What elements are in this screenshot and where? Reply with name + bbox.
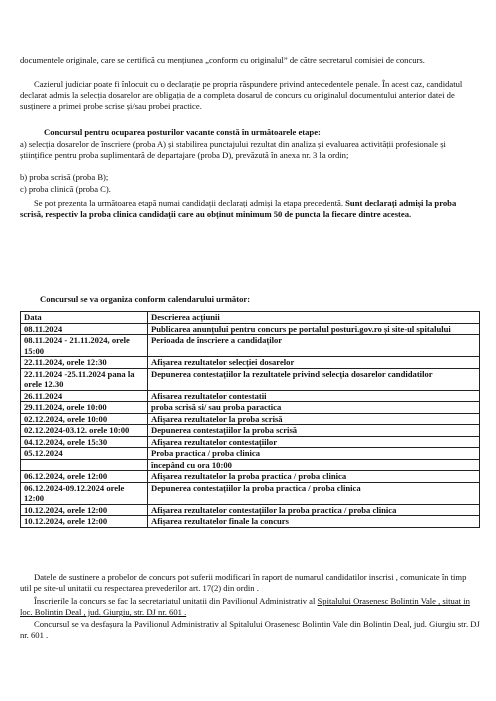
schedule-date-cell: 10.12.2024, orele 12:00 bbox=[21, 504, 148, 516]
registration-text: Înscrierile la concurs se fac la secretariatul unitatii din Pavilionul Administrativ al bbox=[34, 596, 318, 606]
schedule-date-cell: 22.11.2024, orele 12:30 bbox=[21, 357, 148, 369]
schedule-row bbox=[21, 357, 480, 369]
next-stage-text: Se pot prezenta la următoarea etapă numai candidații declarați admiși la etapa precedentă. bbox=[34, 198, 346, 208]
schedule-action-cell: Depunerea contestațiilor la proba practica / proba clinica bbox=[148, 482, 480, 504]
schedule-action-cell: Afișarea rezultatelor la proba practica / proba clinica bbox=[148, 471, 480, 483]
schedule-row bbox=[21, 471, 480, 483]
schedule-date-cell bbox=[21, 459, 148, 471]
stage-a: a) selecția dosarelor de înscriere (proba A) și stabilirea punctajului rezultat din analiza și evaluarea activității profesionale și științifice pentru proba suplimentară de departajare (proba D), prevăzută în anexa nr. 3 la ordin; bbox=[20, 139, 446, 160]
paragraph-registration bbox=[20, 596, 480, 618]
schedule-row bbox=[21, 436, 480, 448]
schedule-row bbox=[21, 425, 480, 437]
schedule-body bbox=[21, 323, 480, 527]
schedule-row bbox=[21, 368, 480, 390]
schedule-action-cell: Publicarea anunțului pentru concurs pe portalul posturi.gov.ro și site-ul spitalului bbox=[148, 323, 480, 335]
schedule-date-cell: 05.12.2024 bbox=[21, 448, 148, 460]
schedule-action-cell: Afișarea rezultatelor finale la concurs bbox=[148, 516, 480, 528]
schedule-row bbox=[21, 482, 480, 504]
schedule-action-cell: Afișarea rezultatelor selecției dosarelor bbox=[148, 357, 480, 369]
next-stage-bold-text: Sunt declarați admiși la proba scrisă, respectiv la proba clinica candidații care au obținut minimum 50 de puncta la fiecare dintre acestea. bbox=[20, 198, 457, 219]
schedule-date-cell: 22.11.2024 -25.11.2024 pana la orele 12.30 bbox=[21, 368, 148, 390]
schedule-action-cell: Depunerea contestațiilor la rezultatele privind selecția dosarelor candidatilor bbox=[148, 368, 480, 390]
stages-title: Concursul pentru ocuparea posturilor vacante constă în următoarele etape: bbox=[44, 127, 321, 137]
schedule-action-cell: Perioada de înscriere a candidaților bbox=[148, 335, 480, 357]
schedule-action-cell: proba scrisă si/ sau proba paractica bbox=[148, 402, 480, 414]
schedule-date-cell: 02.12.2024-03.12. orele 10:00 bbox=[21, 425, 148, 437]
schedule-row bbox=[21, 323, 480, 335]
calendar-title: Concursul se va organiza conform calendarului următor: bbox=[40, 294, 251, 304]
schedule-date-cell: 06.12.2024-09.12.2024 orele 12:00 bbox=[21, 482, 148, 504]
schedule-row bbox=[21, 504, 480, 516]
schedule-action-cell: Afisarea rezultatelor contestatii bbox=[148, 390, 480, 402]
paragraph-originals: documentele originale, care se certifică cu mențiunea „conform cu originalul” de către secretarul comisiei de concurs. bbox=[20, 55, 425, 65]
schedule-date-cell: 02.12.2024, orele 10:00 bbox=[21, 413, 148, 425]
schedule-action-cell: Afișarea rezultatelor contestațiilor la proba practica / proba clinica bbox=[148, 504, 480, 516]
schedule-row bbox=[21, 335, 480, 357]
schedule-row bbox=[21, 390, 480, 402]
schedule-row bbox=[21, 516, 480, 528]
schedule-date-cell: 26.11.2024 bbox=[21, 390, 148, 402]
stage-c: c) proba clinică (proba C). bbox=[20, 184, 111, 194]
schedule-table bbox=[20, 311, 480, 528]
schedule-row bbox=[21, 459, 480, 471]
paragraph-next-stage bbox=[20, 198, 480, 220]
schedule-row bbox=[21, 448, 480, 460]
schedule-date-cell: 06.12.2024, orele 12:00 bbox=[21, 471, 148, 483]
paragraph-location: Concursul se va desfașura la Pavilionul Administrativ al Spitalului Orasenesc Bolintin Vale din Bolintin Deal, jud. Giurgiu str. DJ nr. 601 . bbox=[20, 619, 480, 640]
registration-address: Spitalului Orasenesc Bolintin Vale , situat in loc. Bolintin Deal , jud. Giurgiu, str. DJ nr. 601 . bbox=[20, 596, 470, 617]
schedule-header-date: Data bbox=[21, 312, 148, 324]
schedule-action-cell: începând cu ora 10:00 bbox=[148, 459, 480, 471]
schedule-date-cell: 08.11.2024 bbox=[21, 323, 148, 335]
schedule-date-cell: 04.12.2024, orele 15:30 bbox=[21, 436, 148, 448]
schedule-action-cell: Proba practica / proba clinica bbox=[148, 448, 480, 460]
paragraph-criminal-record: Cazierul judiciar poate fi înlocuit cu o declarație pe propria răspundere privind antecedentele penale. În acest caz, candidatul declarat admis la selecția dosarelor are obligația de a completa dosarul de concurs cu originalul documentului anterior datei de susținere a primei probe scrise și/sau probei practice. bbox=[20, 79, 463, 111]
schedule-action-cell: Depunerea contestațiilor la proba scrisă bbox=[148, 425, 480, 437]
schedule-row bbox=[21, 402, 480, 414]
schedule-header-row bbox=[21, 312, 480, 324]
schedule-action-cell: Afișarea rezultatelor contestațiilor bbox=[148, 436, 480, 448]
schedule-date-cell: 29.11.2024, orele 10:00 bbox=[21, 402, 148, 414]
schedule-header-description: Descrierea acțiunii bbox=[148, 312, 480, 324]
schedule-row bbox=[21, 413, 480, 425]
schedule-date-cell: 10.12.2024, orele 12:00 bbox=[21, 516, 148, 528]
schedule-date-cell: 08.11.2024 - 21.11.2024, orele 15:00 bbox=[21, 335, 148, 357]
stage-b: b) proba scrisă (proba B); bbox=[20, 172, 109, 182]
paragraph-dates: Datele de sustinere a probelor de concurs pot suferii modificari în raport de numarul candidatilor inscrisi , comunicate în timp util pe site-ul unitatii cu respectarea prevederilor art. 17(2) din ordin . bbox=[20, 572, 467, 593]
schedule-action-cell: Afișarea rezultatelor la proba scrisă bbox=[148, 413, 480, 425]
